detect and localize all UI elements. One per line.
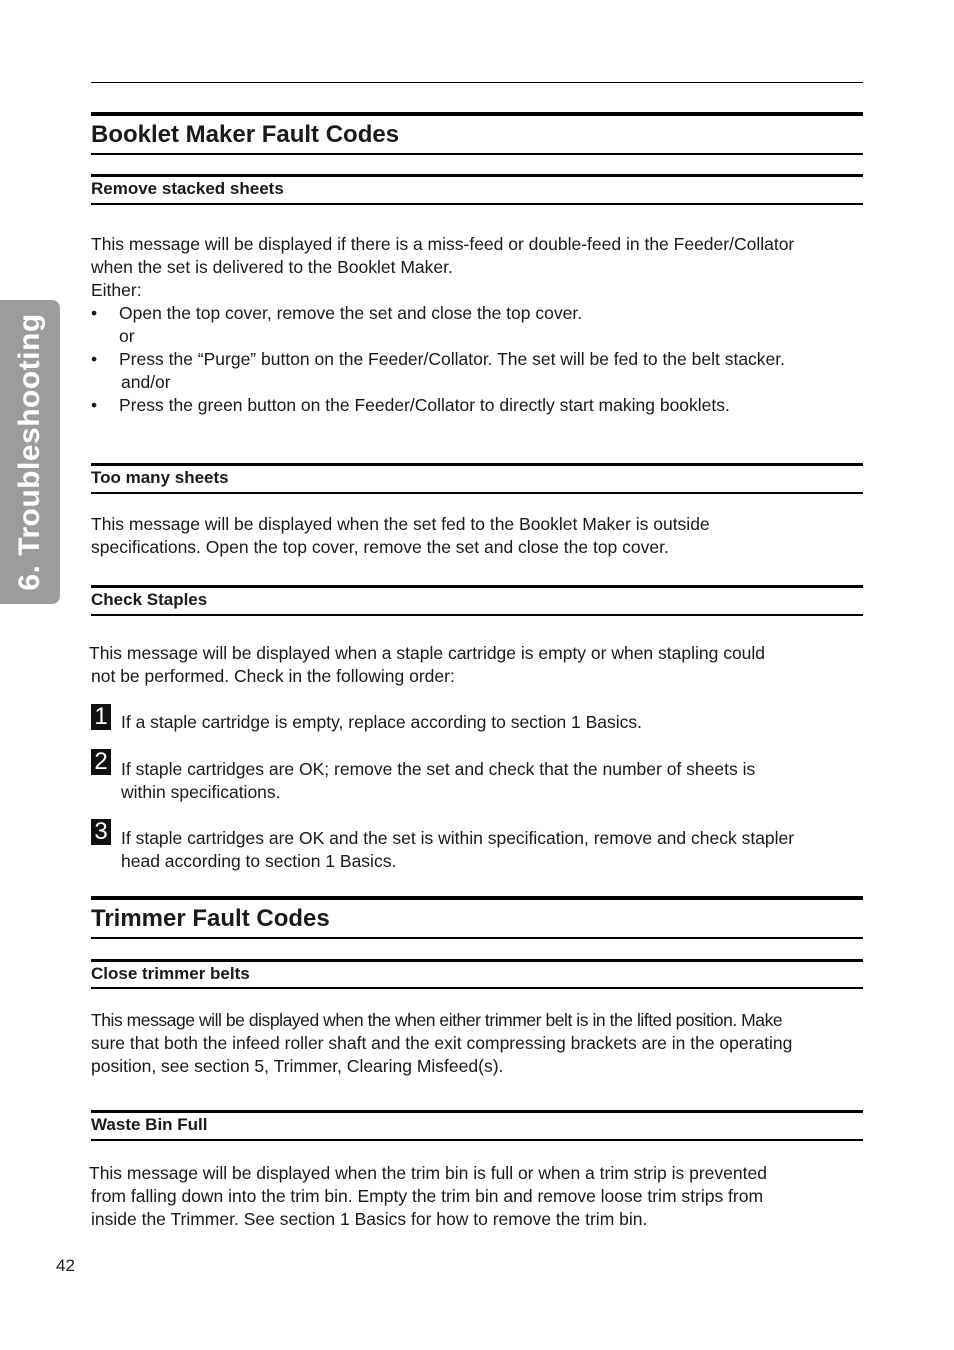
subsection-rule-top: [91, 1110, 863, 1113]
paragraph-line: This message will be displayed when the set fed to the Booklet Maker is outside: [91, 514, 710, 534]
section-rule-bottom: [91, 937, 863, 939]
subsection-title-waste-bin: Waste Bin Full: [91, 1115, 208, 1134]
paragraph-line: sure that both the infeed roller shaft and the exit compressing brackets are in the operating: [91, 1033, 793, 1053]
paragraph-line: Either:: [91, 280, 142, 300]
bullet-mark: •: [91, 303, 98, 323]
subsection-title-remove-stacked: Remove stacked sheets: [91, 179, 284, 198]
subsection-title-close-belts: Close trimmer belts: [91, 964, 250, 983]
paragraph-line: position, see section 5, Trimmer, Clearing Misfeed(s).: [91, 1056, 504, 1076]
subsection-title-check-staples: Check Staples: [91, 590, 208, 609]
step-number-badge: 1: [91, 704, 111, 730]
page-number: 42: [56, 1256, 75, 1275]
subsection-rule-bottom: [91, 492, 863, 494]
step-text: If staple cartridges are OK and the set is within specification, remove and check stapler: [121, 828, 795, 848]
subsection-rule-bottom: [91, 203, 863, 205]
bullet-text: Press the “Purge” button on the Feeder/Collator. The set will be fed to the belt stacker.: [119, 349, 786, 369]
paragraph-line: This message will be displayed when the when either trimmer belt is in the lifted position. Make: [91, 1010, 783, 1030]
section-rule-top: [91, 896, 863, 900]
step-text: If staple cartridges are OK; remove the set and check that the number of sheets is: [121, 759, 756, 779]
subsection-rule-bottom: [91, 614, 863, 616]
paragraph-line: not be performed. Check in the following order:: [91, 666, 455, 686]
subsection-title-too-many: Too many sheets: [91, 468, 229, 487]
step-number-badge: 2: [91, 749, 111, 775]
connector-text: or: [119, 326, 135, 346]
paragraph-line: This message will be displayed if there is a miss-feed or double-feed in the Feeder/Collator: [91, 234, 795, 254]
subsection-rule-bottom: [91, 987, 863, 989]
subsection-rule-top: [91, 463, 863, 466]
step-text: head according to section 1 Basics.: [121, 851, 397, 871]
section-heading-booklet: Booklet Maker Fault Codes: [91, 121, 400, 148]
bullet-text: Open the top cover, remove the set and close the top cover.: [119, 303, 583, 323]
bullet-mark: •: [91, 349, 98, 369]
paragraph-line: from falling down into the trim bin. Empty the trim bin and remove loose trim strips from: [91, 1186, 764, 1206]
paragraph-line: This message will be displayed when a staple cartridge is empty or when stapling could: [89, 643, 766, 663]
bullet-mark: •: [91, 395, 98, 415]
paragraph-line: specifications. Open the top cover, remove the set and close the top cover.: [91, 537, 669, 557]
section-heading-trimmer: Trimmer Fault Codes: [91, 905, 330, 932]
bullet-text: Press the green button on the Feeder/Collator to directly start making booklets.: [119, 395, 730, 415]
subsection-rule-top: [91, 585, 863, 588]
paragraph-line: when the set is delivered to the Booklet Maker.: [91, 257, 453, 277]
paragraph-line: inside the Trimmer. See section 1 Basics for how to remove the trim bin.: [91, 1209, 648, 1229]
subsection-rule-top: [91, 174, 863, 177]
paragraph-line: This message will be displayed when the trim bin is full or when a trim strip is prevented: [89, 1163, 767, 1183]
section-rule-top: [91, 112, 863, 116]
step-number-badge: 3: [91, 819, 111, 845]
chapter-tab-label: 6. Troubleshooting: [13, 313, 46, 591]
section-rule-bottom: [91, 153, 863, 155]
subsection-rule-bottom: [91, 1139, 863, 1141]
step-text: within specifications.: [121, 782, 281, 802]
header-rule: [91, 82, 863, 83]
step-text: If a staple cartridge is empty, replace according to section 1 Basics.: [121, 712, 643, 732]
connector-text: and/or: [121, 372, 171, 392]
subsection-rule-top: [91, 959, 863, 962]
